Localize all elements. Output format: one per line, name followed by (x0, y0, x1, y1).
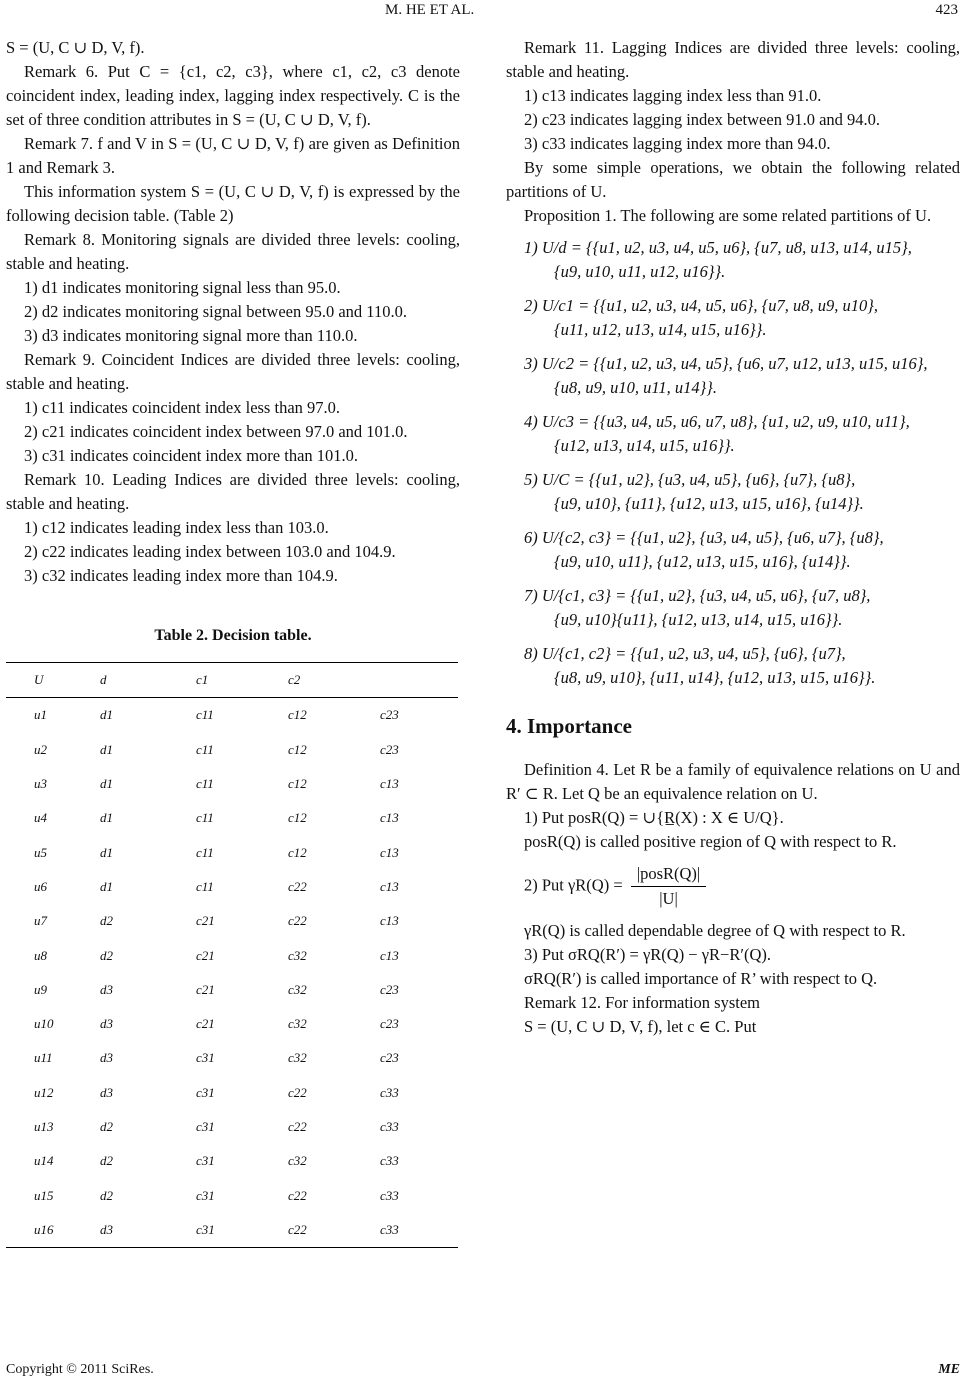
table-cell: d3 (100, 1016, 113, 1032)
partition-item (506, 584, 960, 632)
fraction-numerator: |posR(Q)| (631, 862, 706, 887)
table-cell: u6 (34, 878, 47, 894)
table-cell: d3 (100, 1084, 113, 1100)
right-column (506, 36, 960, 1039)
table-cell: c11 (196, 707, 214, 723)
table-cell: c22 (288, 1221, 307, 1237)
partition-line-1: 6) U/{c2, c3} = {{u1, u2}, {u3, u4, u5}, {u6, u7}, {u8}, (524, 528, 884, 547)
table-cell: u4 (34, 810, 47, 826)
partition-line-2: {u11, u12, u13, u14, u15, u16}}. (554, 320, 767, 339)
table-cell: d3 (100, 1050, 113, 1066)
table-cell: c23 (380, 981, 399, 997)
partition-line-1: 1) U/d = {{u1, u2, u3, u4, u5, u6}, {u7, u8, u13, u14, u15}, (524, 238, 912, 257)
partition-item (506, 294, 960, 342)
table-row (6, 1144, 458, 1178)
copyright: Copyright © 2011 SciRes. (6, 1362, 154, 1377)
table-cell: c11 (196, 878, 214, 894)
table-cell: d3 (100, 981, 113, 997)
table-row (6, 1213, 458, 1248)
partition-line-1: 7) U/{c1, c3} = {{u1, u2}, {u3, u4, u5, u6}, {u7, u8}, (524, 586, 871, 605)
table-cell: c13 (380, 878, 399, 894)
partition-line-2: {u12, u13, u14, u15, u16}}. (554, 436, 735, 455)
remark-10-item-1: 1) c12 indicates leading index less than 103.0. (24, 518, 329, 537)
decision-table (6, 662, 458, 1248)
fraction-denominator: |U| (659, 889, 678, 908)
table-cell: c33 (380, 1084, 399, 1100)
col-header-d: d (100, 672, 107, 688)
table-row (6, 1178, 458, 1212)
table-cell: c32 (288, 1016, 307, 1032)
table-cell: d1 (100, 810, 113, 826)
remark-11: Remark 11. Lagging Indices are divided three levels: cooling, stable and heating. (506, 38, 960, 81)
table-cell: d1 (100, 844, 113, 860)
table-cell: c32 (288, 1050, 307, 1066)
table-cell: c22 (288, 878, 307, 894)
journal-abbrev: ME (938, 1362, 960, 1377)
partition-list (506, 236, 960, 690)
table-cell: c21 (196, 981, 215, 997)
table-cell: c11 (196, 776, 214, 792)
table-row (6, 835, 458, 869)
table-cell: u7 (34, 913, 47, 929)
table-cell: d1 (100, 878, 113, 894)
table-row (6, 1007, 458, 1041)
table-row (6, 870, 458, 904)
table-row (6, 938, 458, 972)
table-header-row (6, 663, 458, 698)
table-cell: u10 (34, 1016, 54, 1032)
table-cell: c12 (288, 776, 307, 792)
table-cell: c22 (288, 1119, 307, 1134)
table-cell: c33 (380, 1153, 399, 1169)
table-cell: d2 (100, 947, 113, 963)
table-cell: c32 (288, 981, 307, 997)
table-cell: c23 (380, 1050, 399, 1066)
remark-9: Remark 9. Coincident Indices are divided three levels: cooling, stable and heating. (6, 350, 460, 393)
table-row (6, 904, 458, 938)
col-header-c1: c1 (196, 672, 209, 688)
table-cell: d3 (100, 1221, 113, 1237)
table-cell: c33 (380, 1119, 399, 1134)
table-cell: u3 (34, 776, 47, 792)
put-3: 3) Put σRQ(R′) = γR(Q) − γR−R′(Q). (524, 945, 771, 964)
partition-item (506, 526, 960, 574)
table-cell: c21 (196, 947, 215, 963)
table-cell: u15 (34, 1187, 54, 1203)
table-cell: c22 (288, 1084, 307, 1100)
remark-9-item-2: 2) c21 indicates coincident index between 97.0 and 101.0. (24, 422, 408, 441)
table-cell: u14 (34, 1153, 54, 1169)
put-1: 1) Put posR(Q) = ∪{R̲(X) : X ∈ U/Q}. (524, 808, 784, 827)
table-cell: c23 (380, 707, 399, 723)
table-cell: u5 (34, 844, 47, 860)
table-cell: c23 (380, 741, 399, 757)
remark-8-item-2: 2) d2 indicates monitoring signal between 95.0 and 110.0. (24, 302, 407, 321)
table-row (6, 973, 458, 1007)
partition-item (506, 642, 960, 690)
partition-line-2: {u8, u9, u10, u11, u14}}. (554, 378, 717, 397)
table-cell: c31 (196, 1153, 215, 1169)
col-header-c3 (380, 663, 458, 698)
table-cell: c22 (288, 1187, 307, 1203)
table-cell: c12 (288, 707, 307, 723)
put-2-lead: 2) Put γR(Q) = (524, 875, 623, 895)
positive-region-text: posR(Q) is called positive region of Q with respect to R. (524, 832, 897, 851)
col-header-c2: c2 (288, 672, 301, 688)
remark-8-item-3: 3) d3 indicates monitoring signal more than 110.0. (24, 326, 358, 345)
table-cell: c33 (380, 1187, 399, 1203)
partition-item (506, 468, 960, 516)
partition-line-2: {u9, u10, u11}, {u12, u13, u15, u16}, {u14}}. (554, 552, 851, 571)
remark-11-item-1: 1) c13 indicates lagging index less than 91.0. (524, 86, 822, 105)
table-cell: c13 (380, 776, 399, 792)
section-heading: 4. Importance (506, 714, 632, 738)
table-cell: c31 (196, 1221, 215, 1237)
partition-line-2: {u8, u9, u10}, {u11, u14}, {u12, u13, u15, u16}}. (554, 668, 876, 687)
operations-text: By some simple operations, we obtain the following related partitions of U. (506, 158, 960, 201)
table-cell: d1 (100, 776, 113, 792)
remark-7: Remark 7. f and V in S = (U, C ∪ D, V, f) are given as Definition 1 and Remark 3. (6, 134, 460, 177)
partition-item (506, 410, 960, 458)
table-cell: c31 (196, 1050, 215, 1066)
table-cell: d2 (100, 1153, 113, 1169)
partition-item (506, 236, 960, 284)
table-cell: d1 (100, 741, 113, 757)
table-cell: c21 (196, 913, 215, 929)
page-number: 423 (935, 2, 958, 18)
table-row (6, 767, 458, 801)
table-cell: c13 (380, 844, 399, 860)
dependable-degree-text: γR(Q) is called dependable degree of Q with respect to R. (524, 921, 906, 940)
remark-8: Remark 8. Monitoring signals are divided three levels: cooling, stable and heating. (6, 230, 460, 273)
table-cell: c32 (288, 1153, 307, 1169)
table-cell: c11 (196, 844, 214, 860)
table-cell: u11 (34, 1050, 53, 1066)
table-row (6, 1041, 458, 1075)
remark-12-cont: S = (U, C ∪ D, V, f), let c ∈ C. Put (524, 1017, 757, 1036)
table-cell: u1 (34, 707, 47, 723)
table-cell: c13 (380, 810, 399, 826)
partition-line-2: {u9, u10}{u11}, {u12, u13, u14, u15, u16}}. (554, 610, 843, 629)
col-header-u: U (34, 672, 44, 688)
remark-12: Remark 12. For information system (524, 993, 761, 1012)
table-cell: u12 (34, 1084, 54, 1100)
table-cell: c23 (380, 1016, 399, 1032)
table-cell: c33 (380, 1221, 399, 1237)
partition-line-1: 8) U/{c1, c2} = {{u1, u2, u3, u4, u5}, {u6}, {u7}, (524, 644, 846, 663)
table-cell: c11 (196, 741, 214, 757)
table-body (6, 698, 458, 1248)
table-row (6, 733, 458, 767)
table-cell: d1 (100, 707, 113, 723)
remark-10-item-3: 3) c32 indicates leading index more than 104.9. (24, 566, 338, 585)
table-cell: c31 (196, 1084, 215, 1100)
table-row (6, 698, 458, 733)
remark-9-item-1: 1) c11 indicates coincident index less than 97.0. (24, 398, 341, 417)
table-cell: d2 (100, 913, 113, 929)
table-cell: c31 (196, 1119, 215, 1134)
remark-10-item-2: 2) c22 indicates leading index between 103.0 and 104.9. (24, 542, 396, 561)
table-cell: c21 (196, 1016, 215, 1032)
remark-11-item-3: 3) c33 indicates lagging index more than 94.0. (524, 134, 831, 153)
partition-line-1: 3) U/c2 = {{u1, u2, u3, u4, u5}, {u6, u7, u12, u13, u15, u16}, (524, 354, 928, 373)
table-row (6, 1076, 458, 1110)
table-cell: c12 (288, 741, 307, 757)
remark-10: Remark 10. Leading Indices are divided three levels: cooling, stable and heating. (6, 470, 460, 513)
remark-6: Remark 6. Put C = {c1, c2, c3}, where c1, c2, c3 denote coincident index, leading index, lagging index respectively. C is the set of three condition attributes in S = (U, C ∪ D, V, f). (6, 62, 460, 129)
table-cell: c13 (380, 913, 399, 929)
importance-text: σRQ(R′) is called importance of R’ with respect to Q. (524, 969, 878, 988)
table-cell: u8 (34, 947, 47, 963)
table-cell: u9 (34, 981, 47, 997)
page-header (0, 2, 966, 24)
table-cell: c13 (380, 947, 399, 963)
partition-line-1: 4) U/c3 = {{u3, u4, u5, u6, u7, u8}, {u1, u2, u9, u10, u11}, (524, 412, 910, 431)
table-cell: u2 (34, 741, 47, 757)
gamma-fraction (631, 862, 706, 911)
partition-line-1: 5) U/C = {{u1, u2}, {u3, u4, u5}, {u6}, {u7}, {u8}, (524, 470, 856, 489)
table-cell: u13 (34, 1119, 54, 1134)
remark-9-item-3: 3) c31 indicates coincident index more than 101.0. (24, 446, 359, 465)
partition-line-2: {u9, u10, u11, u12, u16}}. (554, 262, 726, 281)
put-2 (506, 862, 960, 911)
table-cell: u16 (34, 1221, 54, 1237)
table-cell: c12 (288, 810, 307, 826)
s-definition: S = (U, C ∪ D, V, f). (6, 38, 145, 57)
definition-4: Definition 4. Let R be a family of equivalence relations on U and R′ ⊂ R. Let Q be an equivalence relation on U. (506, 760, 960, 803)
info-system-text: This information system S = (U, C ∪ D, V, f) is expressed by the following decision table. (Table 2) (6, 182, 460, 225)
running-title: M. HE ET AL. (385, 2, 475, 18)
table-row (6, 1110, 458, 1144)
partition-item (506, 352, 960, 400)
partition-line-1: 2) U/c1 = {{u1, u2, u3, u4, u5, u6}, {u7, u8, u9, u10}, (524, 296, 878, 315)
table-cell: c32 (288, 947, 307, 963)
table-cell: c11 (196, 810, 214, 826)
remark-11-item-2: 2) c23 indicates lagging index between 91.0 and 94.0. (524, 110, 881, 129)
table-title: Table 2. Decision table. (154, 627, 312, 644)
table-row (6, 801, 458, 835)
table-cell: c31 (196, 1187, 215, 1203)
partition-line-2: {u9, u10}, {u11}, {u12, u13, u15, u16}, {u14}}. (554, 494, 864, 513)
proposition-1: Proposition 1. The following are some related partitions of U. (524, 206, 932, 225)
remark-8-item-1: 1) d1 indicates monitoring signal less than 95.0. (24, 278, 341, 297)
table-cell: c22 (288, 913, 307, 929)
left-column (6, 36, 460, 1248)
table-cell: d2 (100, 1187, 113, 1203)
table-cell: c12 (288, 844, 307, 860)
table-cell: d2 (100, 1119, 113, 1134)
